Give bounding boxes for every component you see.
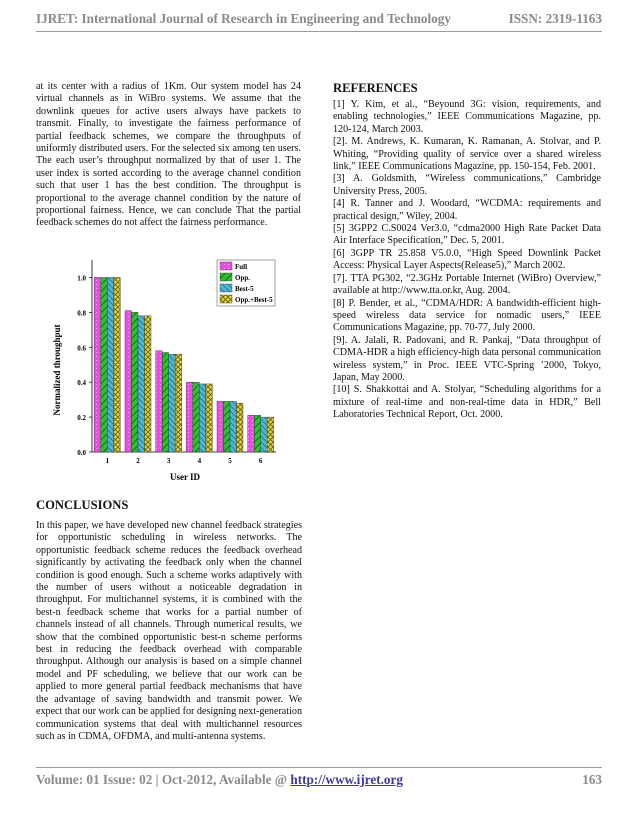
bar-best-5: [169, 354, 176, 452]
reference-item: [1] Y. Kim, et al., “Beyound 3G: vision, requirements, and enabling technologies,” IEEE Communications Magazine, pp. 120-124, March 2003.: [333, 99, 601, 135]
body-paragraph: [36, 81, 301, 230]
bar-opp-: [193, 382, 200, 452]
journal-title: IJRET: International Journal of Research in Engineering and Technology: [36, 11, 451, 26]
bar-opp-best-5: [267, 417, 274, 452]
page-number: 163: [582, 772, 602, 787]
bar-best-5: [261, 417, 268, 452]
bar-opp-: [132, 312, 139, 452]
legend-label: Best-5: [235, 285, 254, 293]
bar-opp-: [162, 353, 169, 452]
bar-opp-best-5: [114, 277, 121, 452]
reference-item: [8] P. Bender, et al., “CDMA/HDR: A bandwidth-efficient high-speed wireless data service for nomadic users,” IEEE Communications Magazine, pp. 70-77, July 2000.: [333, 297, 601, 334]
y-tick-label: 0.6: [77, 344, 86, 353]
bar-opp-: [101, 277, 108, 452]
bar-opp-best-5: [206, 384, 213, 452]
bar-opp-: [224, 401, 231, 452]
bar-opp-best-5: [175, 354, 182, 452]
y-tick-label: 0.2: [77, 414, 86, 423]
paragraph-text: at its center with a radius of 1Km. Our system model has 24 virtual channels as in WiBro systems. We assume that the downlink queues for active users always have packets to transmit. Finally, to investigate the fairness performance of partial feedback schemes, we compare the throughputs of uniformly distributed users. For the selected six among ten users. The each user’s throughput normalized by that of user 1. The user index is sorted according to the average channel condition such that user 1 has the best condition. The throughput is proportional to the average channel condition by the nature of proportional fairness. Hence, we can conclude That the partial feedback schemes do not affect the fairness performance.: [36, 81, 301, 229]
bar-opp-: [254, 415, 261, 452]
bar-best-5: [230, 401, 237, 452]
journal-link[interactable]: http://www.ijret.org: [290, 772, 403, 787]
references-heading: REFERENCES: [333, 81, 418, 95]
y-tick-label: 0.4: [77, 379, 86, 388]
legend-label: Opp.+Best-5: [235, 296, 273, 304]
bar-opp-best-5: [237, 403, 244, 452]
reference-item: [7]. TTA PG302, “2.3GHz Portable Internet (WiBro) Overview,” available at http://www.tta.or.kr, Aug. 2004.: [333, 272, 601, 297]
legend-swatch: [220, 273, 232, 281]
reference-item: [6] 3GPP TR 25.858 V5.0.0, “High Speed Downlink Packet Access: Physical Layer Aspects(Release5),” March 2002.: [333, 247, 601, 272]
conclusions-body: [36, 520, 302, 743]
bar-full: [217, 401, 224, 452]
x-tick-label: 3: [166, 457, 171, 465]
bar-best-5: [199, 384, 206, 452]
legend-label: Full: [235, 263, 248, 271]
y-tick-label: 1.0: [77, 274, 86, 283]
x-tick-label: 4: [197, 457, 202, 465]
bar-best-5: [138, 316, 145, 452]
reference-item: [3] A. Goldsmith, “Wireless communications,” Cambridge University Press, 2005.: [333, 173, 601, 197]
reference-item: [4] R. Tanner and J. Woodard, “WCDMA: requirements and practical design,” Wiley, 2004.: [333, 198, 601, 222]
bar-full: [186, 382, 193, 452]
x-tick-label: 5: [228, 457, 232, 465]
x-tick-label: 6: [258, 457, 263, 465]
reference-item: [10] S. Shakkottai and A. Stolyar, “Scheduling algorithms for a mixture of real-time and non-real-time data in HDR,” Bell Laboratories Technical Report, Oct. 2000.: [333, 384, 601, 421]
conclusions-heading: CONCLUSIONS: [36, 498, 129, 512]
issn: ISSN: 2319-1163: [508, 11, 602, 26]
legend-label: Opp.: [235, 274, 250, 282]
x-tick-label: 2: [136, 457, 140, 465]
reference-item: [2]. M. Andrews, K. Kumaran, K. Ramanan, A. Stolvar, and P. Whiting, “Providing quality of service over a shared wireless link,” IEEE Communications Magazine, pp. 150-154, Feb. 2001.: [333, 136, 601, 173]
bar-best-5: [107, 277, 114, 452]
reference-item: [5] 3GPP2 C.S0024 Ver3.0, “cdma2000 High Rate Packet Data Air Interface Specification,” Dec. 5, 2001.: [333, 223, 601, 247]
header-rule: [36, 31, 602, 32]
bar-full: [125, 311, 132, 452]
footer-volume-text: Volume: 01 Issue: 02 | Oct-2012, Available @: [36, 772, 291, 787]
legend-swatch: [220, 295, 232, 303]
reference-item: [9]. A. Jalali, R. Padovani, and R. Pankaj, “Data throughput of CDMA-HDR a high efficiency-high data personal communication wireless system,” in Proc. IEEE VTC-Spring ’2000, Tokyo, Japan, May 2000.: [333, 334, 601, 383]
y-axis-label: Normalized throughput: [52, 324, 62, 416]
y-tick-label: 0.0: [77, 449, 86, 457]
y-tick-label: 0.8: [77, 309, 86, 318]
footer-rule: [36, 767, 602, 768]
running-footer: [36, 772, 602, 788]
bar-full: [94, 277, 101, 452]
legend-swatch: [220, 262, 232, 270]
legend-swatch: [220, 284, 232, 292]
references-list: [333, 99, 601, 422]
footer-volume: [36, 772, 403, 788]
x-tick-label: 1: [105, 457, 110, 465]
conclusions-text: In this paper, we have developed new channel feedback strategies for opportunistic scheduling in wireless networks. The opportunistic feedback scheme reduces the feedback overhead significantly by activating the feedback only when the channel condition is good enough. Such a scheme works adaptively with the number of users without a noticeable degradation in throughput. For multichannel systems, it is combined with the best-n feedback scheme that works for a partial number of channels instead of all channels. Through numerical results, we show that the combined opportunistic best-n scheme performs best in reducing the feedback overhead with comparable throughput. Although our analysis is based on a simple channel model and PF scheduling, we believe that our work can be applied to more general partial feedback mechanisms that have the advantage of saving bandwidth and transmit power. We expect that our work can be applied for designing next-generation communication systems that deal with multichannel resources such as in CDMA, OFDMA, and multi-antenna systems.: [36, 520, 302, 742]
x-axis-label: User ID: [169, 472, 201, 482]
bar-full: [248, 415, 255, 452]
bar-full: [156, 351, 163, 452]
throughput-bar-chart: [48, 252, 300, 488]
running-header: [36, 8, 602, 30]
bar-opp-best-5: [145, 316, 152, 452]
